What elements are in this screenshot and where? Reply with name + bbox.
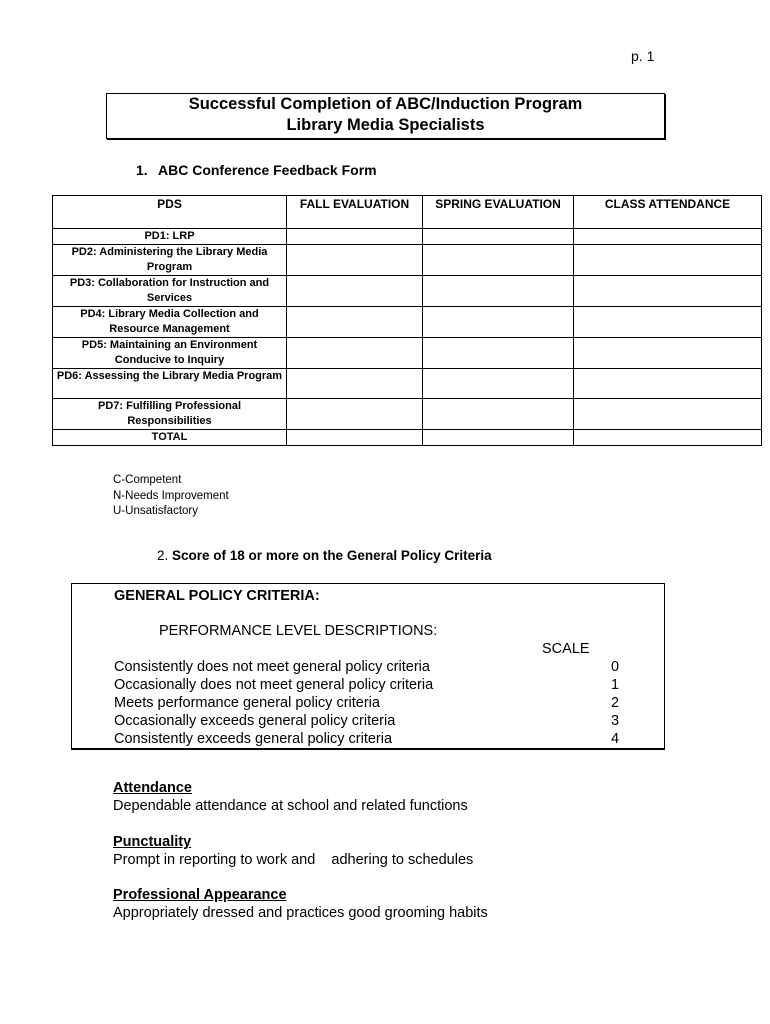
table-row	[53, 369, 762, 399]
definition-attendance	[113, 779, 468, 815]
row-label: PD5: Maintaining an Environment Conducive to Inquiry	[53, 338, 287, 369]
table-row-total	[53, 430, 762, 446]
row-label: TOTAL	[53, 430, 287, 446]
row-label: PD3: Collaboration for Instruction and Services	[53, 276, 287, 307]
legend-item: U-Unsatisfactory	[113, 505, 198, 517]
attendance-cell	[574, 229, 762, 245]
fall-cell	[287, 338, 423, 369]
definition-text: Appropriately dressed and practices good grooming habits	[113, 905, 488, 921]
spring-cell	[423, 229, 574, 245]
attendance-cell	[574, 369, 762, 399]
criteria-row	[114, 712, 624, 730]
criteria-row	[114, 730, 624, 748]
criteria-row	[114, 658, 624, 676]
spring-cell	[423, 369, 574, 399]
criteria-description: Consistently does not meet general policy criteria	[114, 659, 430, 675]
legend-item: N-Needs Improvement	[113, 489, 229, 502]
criteria-heading: GENERAL POLICY CRITERIA:	[114, 588, 320, 604]
criteria-score: 4	[611, 731, 620, 747]
definition-text: Dependable attendance at school and related functions	[113, 798, 468, 814]
criteria-description: Occasionally does not meet general policy criteria	[114, 677, 434, 693]
fall-cell	[287, 245, 423, 276]
definition-text: Prompt in reporting to work and adhering to schedules	[113, 852, 474, 868]
criteria-score: 0	[611, 659, 620, 675]
definition-title: Professional Appearance	[113, 887, 287, 903]
fall-cell	[287, 307, 423, 338]
column-header-pds: PDS	[53, 196, 287, 229]
spring-cell	[423, 430, 574, 446]
fall-cell	[287, 369, 423, 399]
title-line-2: Library Media Specialists	[286, 116, 485, 134]
section-2-number: 2.	[157, 548, 169, 563]
column-header-attendance: CLASS ATTENDANCE	[574, 196, 762, 229]
section-1-number: 1.	[136, 162, 148, 178]
attendance-cell	[574, 307, 762, 338]
table-row	[53, 338, 762, 369]
criteria-description: Occasionally exceeds general policy criteria	[114, 713, 396, 729]
criteria-row	[114, 676, 624, 694]
section-2-title: Score of 18 or more on the General Policy Criteria	[172, 548, 492, 563]
section-2-heading	[157, 548, 492, 563]
column-header-fall: FALL EVALUATION	[287, 196, 423, 229]
criteria-score: 1	[611, 677, 620, 693]
performance-level-heading: PERFORMANCE LEVEL DESCRIPTIONS:	[159, 623, 438, 639]
attendance-cell	[574, 245, 762, 276]
row-label: PD2: Administering the Library Media Program	[53, 245, 287, 276]
scale-heading: SCALE	[542, 641, 590, 657]
spring-cell	[423, 399, 574, 430]
spring-cell	[423, 307, 574, 338]
row-label: PD4: Library Media Collection and Resource Management	[53, 307, 287, 338]
criteria-score: 2	[611, 695, 620, 711]
spring-cell	[423, 245, 574, 276]
document-title-box	[106, 93, 665, 139]
attendance-cell	[574, 399, 762, 430]
attendance-cell	[574, 338, 762, 369]
title-line-1: Successful Completion of ABC/Induction Program	[188, 95, 583, 113]
fall-cell	[287, 276, 423, 307]
table-row	[53, 245, 762, 276]
legend-item: C-Competent	[113, 474, 182, 486]
general-policy-criteria-box	[71, 583, 665, 750]
definition-punctuality	[113, 833, 473, 869]
definition-title: Punctuality	[113, 834, 192, 850]
criteria-row	[114, 694, 624, 712]
row-label: PD6: Assessing the Library Media Program	[53, 369, 287, 399]
table-row	[53, 399, 762, 430]
table-row	[53, 229, 762, 245]
attendance-cell	[574, 276, 762, 307]
definition-professional-appearance	[113, 886, 488, 922]
fall-cell	[287, 229, 423, 245]
section-1-heading	[136, 162, 377, 178]
definition-title: Attendance	[113, 780, 192, 796]
attendance-cell	[574, 430, 762, 446]
section-1-title: ABC Conference Feedback Form	[158, 162, 377, 178]
column-header-spring: SPRING EVALUATION	[423, 196, 574, 229]
spring-cell	[423, 276, 574, 307]
page-number: p. 1	[631, 48, 655, 64]
criteria-description: Consistently exceeds general policy criteria	[114, 731, 393, 747]
rating-legend	[113, 473, 229, 520]
table-row	[53, 307, 762, 338]
table-row	[53, 276, 762, 307]
fall-cell	[287, 430, 423, 446]
spring-cell	[423, 338, 574, 369]
criteria-description: Meets performance general policy criteria	[114, 695, 380, 711]
criteria-score: 3	[611, 713, 620, 729]
fall-cell	[287, 399, 423, 430]
feedback-table	[52, 195, 762, 446]
row-label: PD7: Fulfilling Professional Responsibilities	[53, 399, 287, 430]
row-label: PD1: LRP	[53, 229, 287, 245]
